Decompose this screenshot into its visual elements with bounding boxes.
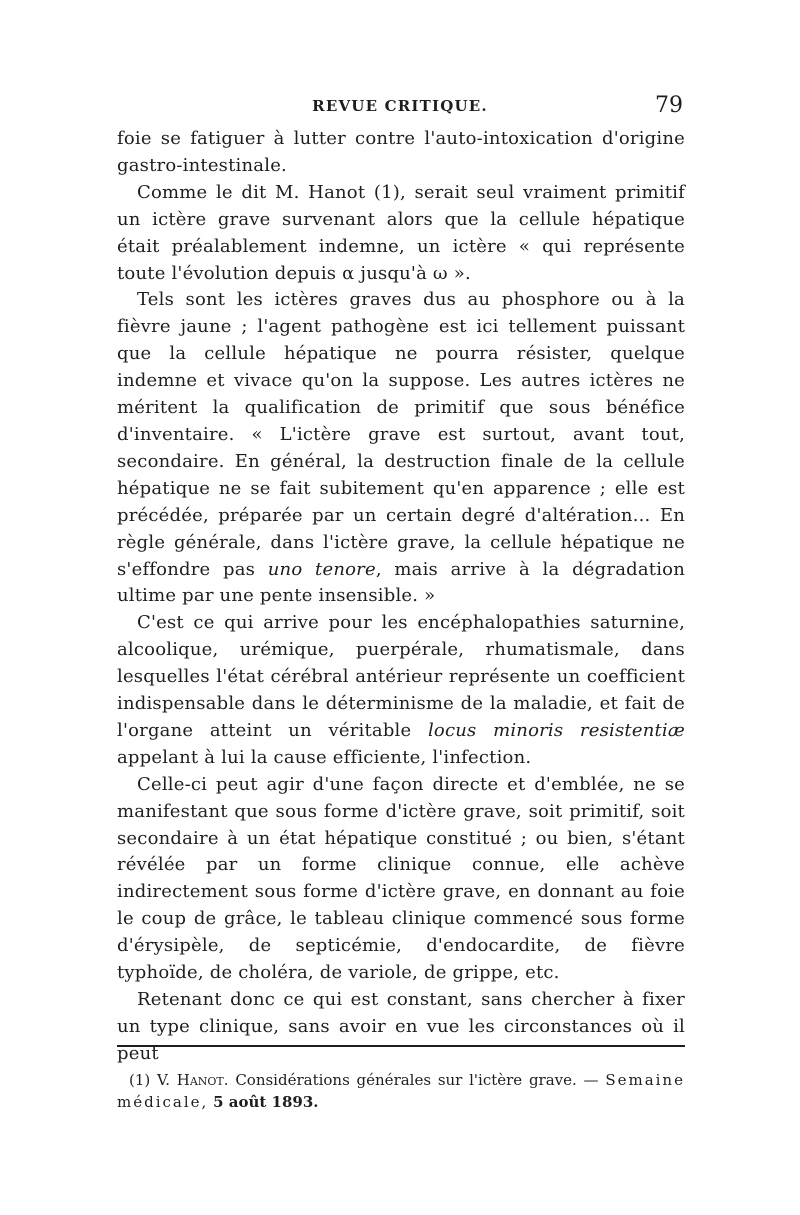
footnote-journal: Semaine médicale, — [117, 1071, 685, 1111]
paragraph-5: Celle-ci peut agir d'une façon directe et d'emblée, ne se manifestant que sous forme d'ictère grave, soit primitif, soit secondaire à un état hépatique constitué ; ou bien, s'étant révélée par un forme clinique connue, elle achève indirectement sous forme d'ictère grave, en donnant au foie le coup de grâce, le tableau clinique commencé sous forme d'érysipèle, de septicémie, d'endocardite, de fièvre typhoïde, de choléra, de variole, de grippe, etc. — [117, 773, 685, 984]
italic-locus-minoris: locus minoris resistentiæ — [427, 719, 686, 741]
running-head — [115, 95, 685, 121]
paragraph-2: Comme le dit M. Hanot (1), serait seul vraiment primitif un ictère grave survenant alors que la cellule hépatique était préalablement indemne, un ictère « qui représente toute l'évolution depuis α jusqu'à ω ». — [117, 181, 685, 284]
footnote-date: 5 août 1893. — [213, 1093, 319, 1111]
footnote-marker: (1) V. — [129, 1071, 170, 1089]
paragraph-3 — [117, 287, 685, 610]
page-number: 79 — [655, 93, 683, 118]
footnote — [117, 1069, 685, 1113]
paragraph-4-text-a: C'est ce qui arrive pour les encéphalopathies saturnine, alcoolique, urémique, puerpérale, rhumatismale, dans lesquelles l'état cérébral antérieur représente un coefficient indispensable dans le déterminisme de la maladie, et fait de l'organe atteint un véritable — [117, 612, 685, 741]
paragraph-4 — [117, 610, 685, 771]
italic-uno-tenore: uno tenore — [267, 558, 376, 580]
body-text — [117, 126, 685, 1068]
footnote-title: Considérations générales sur l'ictère grave. — — [235, 1071, 599, 1089]
paragraph-3-text-a: Tels sont les ictères graves dus au phosphore ou à la fièvre jaune ; l'agent pathogène est ici tellement puissant que la cellule hépatique ne pourra résister, quelque indemne et vivace qu'on la suppose. Les autres ictères ne méritent la qualification de primitif que sous bénéfice d'inventaire. « L'ictère grave est surtout, avant tout, secondaire. En général, la destruction finale de la cellule hépatique ne se fait subitement qu'en apparence ; elle est précédée, préparée par un certain degré d'altération... En règle générale, dans l'ictère grave, la cellule hépatique ne s'effondre pas — [117, 289, 685, 580]
paragraph-6: Retenant donc ce qui est constant, sans chercher à fixer un type clinique, sans avoir en vue les circonstances où il peut — [117, 989, 685, 1064]
paragraph-3-text-b: , mais arrive à la dégradation ultime par une pente insensible. » — [117, 558, 685, 607]
footnote-text — [117, 1069, 685, 1113]
paragraph-4-text-b: appelant à lui la cause efficiente, l'infection. — [117, 746, 532, 768]
footnote-author: Hanot. — [176, 1071, 229, 1089]
paragraph-1: foie se fatiguer à lutter contre l'auto-intoxication d'origine gastro-intestinale. — [117, 128, 685, 176]
running-title: REVUE CRITIQUE. — [312, 97, 488, 115]
footnote-rule — [117, 1045, 685, 1047]
